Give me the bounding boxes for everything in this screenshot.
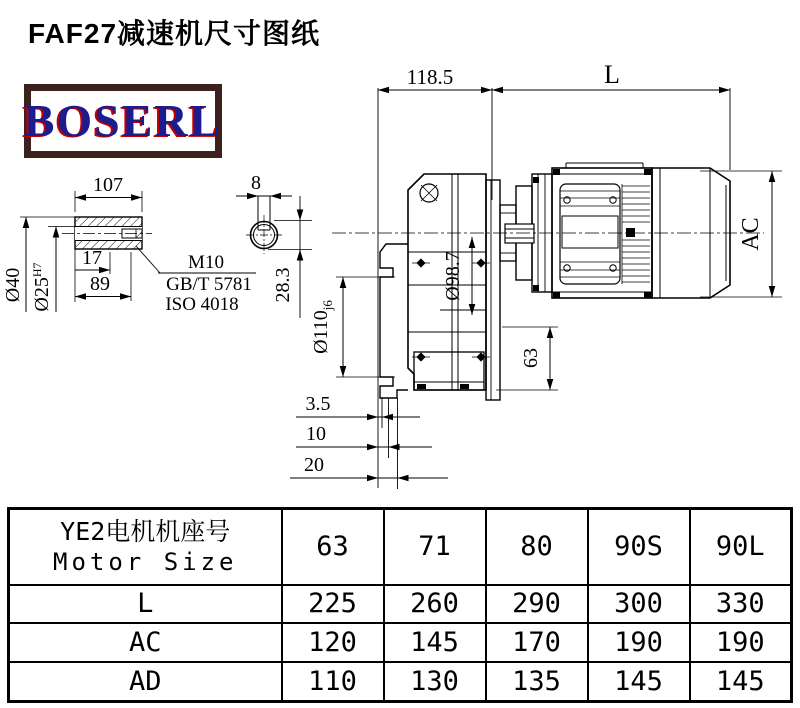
- cell-AD-90L: 145: [690, 662, 792, 701]
- dim-AC-label: AC: [738, 217, 764, 251]
- dim-key-depth-label: 28.3: [272, 267, 294, 303]
- output-flange-profile: [380, 244, 408, 398]
- standard-iso-label: ISO 4018: [165, 294, 239, 315]
- cell-AC-63: 120: [282, 623, 384, 662]
- column-90S: 90S: [588, 509, 690, 585]
- dim-dia98-7-label: Ø98.7: [442, 251, 464, 301]
- motor-side-view: [332, 163, 764, 301]
- page-title: FAF27减速机尺寸图纸: [28, 18, 321, 49]
- dim-118-5-label: 118.5: [406, 65, 454, 89]
- row-label-L: L: [9, 585, 282, 624]
- header-cn-label: YE2电机机座号: [60, 517, 231, 547]
- dim-dia40-label: Ø40: [2, 267, 24, 303]
- gearbox-side-view: [380, 174, 500, 400]
- dim-89-label: 89: [90, 273, 110, 295]
- column-80: 80: [486, 509, 588, 585]
- cell-AC-71: 145: [384, 623, 486, 662]
- standard-gbt-label: GB/T 5781: [166, 274, 252, 295]
- table-row-AC: [9, 623, 792, 662]
- cell-L-90S: 300: [588, 585, 690, 624]
- cell-AC-80: 170: [486, 623, 588, 662]
- column-90L: 90L: [690, 509, 792, 585]
- cell-AD-90S: 145: [588, 662, 690, 701]
- dim-107-label: 107: [93, 174, 123, 196]
- brand-logo-text: BOSERL: [23, 95, 223, 146]
- dim-63-label: 63: [520, 348, 542, 368]
- column-63: 63: [282, 509, 384, 585]
- table-header-row: [9, 509, 792, 585]
- dia110-value: Ø110: [310, 310, 332, 354]
- table-row-L: [9, 585, 792, 624]
- dim-L-label: L: [604, 60, 620, 89]
- table-row-AD: [9, 662, 792, 701]
- cell-AD-63: 110: [282, 662, 384, 701]
- cell-L-63: 225: [282, 585, 384, 624]
- dim-20-label: 20: [304, 454, 324, 476]
- column-71: 71: [384, 509, 486, 585]
- cell-AD-80: 135: [486, 662, 588, 701]
- cell-AC-90L: 190: [690, 623, 792, 662]
- dim-3-5-label: 3.5: [305, 393, 331, 415]
- cell-L-71: 260: [384, 585, 486, 624]
- header-motor-size-cell: [9, 509, 282, 585]
- dim-17-label: 17: [82, 247, 102, 269]
- dia25-tolerance: H7: [30, 262, 44, 278]
- brand-logo-box: [24, 84, 222, 158]
- dim-dia110-label: [310, 300, 335, 354]
- dia25-value: Ø25: [31, 277, 53, 312]
- dim-dia25-label: [30, 262, 53, 311]
- shaft-coupling: [505, 224, 534, 243]
- dim-10-label: 10: [306, 423, 326, 445]
- cell-L-80: 290: [486, 585, 588, 624]
- header-en-label: Motor Size: [53, 548, 238, 577]
- cell-AD-71: 130: [384, 662, 486, 701]
- row-label-AC: AC: [9, 623, 282, 662]
- cell-L-90L: 330: [690, 585, 792, 624]
- cell-AC-90S: 190: [588, 623, 690, 662]
- row-label-AD: AD: [9, 662, 282, 701]
- dia110-tolerance: j6: [320, 300, 335, 311]
- thread-label: M10: [188, 252, 224, 273]
- dim-key-width-label: 8: [251, 172, 261, 194]
- thread-leader-line: [136, 246, 160, 273]
- motor-size-table: [7, 507, 793, 703]
